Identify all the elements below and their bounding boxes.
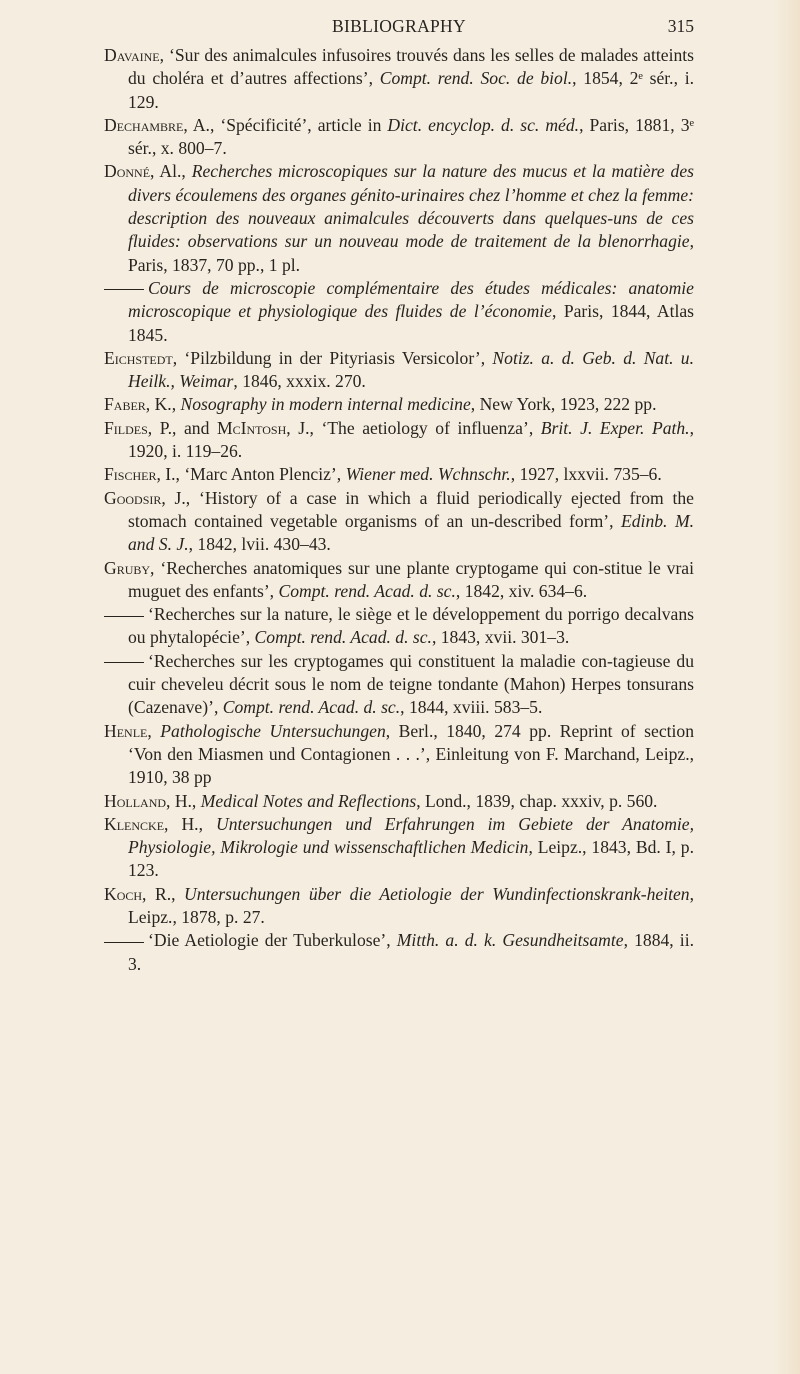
author-name: Goodsir	[104, 487, 162, 508]
work-title: Untersuchungen und Erfahrungen im Gebiete der Anatomie, Physiologie, Mikrologie und wissenschaftlichen Medicin	[128, 813, 694, 858]
citation-text: , H.,	[164, 813, 216, 834]
citation-text: , New York, 1923, 222 pp.	[470, 394, 657, 415]
author-name: Dechambre	[104, 114, 184, 135]
citation-text: , 1844, xviii. 583–5.	[400, 697, 543, 718]
bibliography-entry	[104, 277, 694, 347]
citation-text: , 1842, lvii. 430–43.	[188, 534, 331, 555]
author-name: Davaine	[104, 45, 160, 65]
author-name: Fildes	[104, 417, 148, 438]
author-name: Faber	[104, 394, 146, 415]
bibliography-entry	[104, 813, 694, 883]
citation-text: ,	[147, 720, 161, 741]
citation-text: , J., ‘History of a case in which a fluid periodically ejected from the stomach contained vegetable organisms of an un-described form’,	[128, 487, 694, 531]
citation-text: , Al.,	[150, 161, 192, 182]
citation-text: , Leipz., 1878, p. 27.	[128, 883, 694, 927]
citation-text: , ‘Pilzbildung in der Pityriasis Versicolor’,	[172, 347, 493, 368]
citation-text: , 1846, xxxix. 270.	[233, 371, 366, 392]
work-title: Cours de microscopie complémentaire des études médicales: anatomie microscopique et physiologique des fluides de l’économie	[128, 277, 694, 322]
citation-text: , ‘Sur des animalcules infusoires trouvés dans les selles de malades atteints du choléra et d’autres affections’,	[128, 45, 694, 89]
work-title: Dict. encyclop. d. sc. méd.	[387, 114, 580, 135]
work-title: Edinb. M. and S. J.	[128, 510, 694, 555]
work-title: Nosography in modern internal medicine	[180, 394, 471, 415]
citation-text: , K.,	[145, 394, 181, 415]
author-name: Holland	[104, 790, 167, 811]
citation-text: , J., ‘The aetiology of influenza’,	[286, 417, 541, 438]
citation-text: , 1854, 2ᵉ sér., i. 129.	[128, 68, 694, 112]
author-name: Klencke	[104, 813, 165, 834]
ditto-dash	[104, 662, 144, 663]
author-name: Fischer	[104, 464, 157, 485]
citation-text: , 1884, ii. 3.	[128, 930, 694, 974]
bibliography-entry	[104, 557, 694, 604]
bibliography-entry	[104, 160, 694, 276]
bibliography-entry	[104, 393, 694, 416]
work-title: Notiz. a. d. Geb. d. Nat. u. Heilk., Weimar	[128, 347, 694, 392]
bibliography-entry	[104, 417, 694, 464]
author-name: Henle	[104, 720, 148, 741]
bibliography-entry	[104, 883, 694, 930]
citation-text: ‘Recherches sur les cryptogames qui constituent la maladie con-tagieuse du cuir cheveleu décrit sous le nom de teigne tondante (Mahon) Herpes tonsurans (Cazenave)’,	[128, 650, 694, 718]
ditto-dash	[104, 942, 144, 943]
running-header	[104, 16, 694, 40]
page-edge-shadow	[772, 0, 800, 1374]
citation-text: , Paris, 1837, 70 pp., 1 pl.	[128, 231, 694, 275]
work-title: Compt. rend. Soc. de biol.	[379, 68, 573, 89]
bibliography-entry	[104, 487, 694, 557]
bibliography-entry	[104, 929, 694, 976]
citation-text: , 1843, xvii. 301–3.	[431, 627, 570, 648]
bibliography-entry	[104, 347, 694, 394]
work-title: Pathologische Untersuchungen	[160, 720, 386, 741]
bibliography-entry	[104, 790, 694, 813]
work-title: Untersuchungen über die Aetiologie der Wundinfectionskrank-heiten	[184, 883, 690, 904]
author-name: Gruby	[104, 557, 151, 578]
author-name: Koch	[104, 883, 143, 904]
ditto-dash	[104, 616, 144, 617]
work-title: Recherches microscopiques sur la nature des mucus et la matière des divers écoulemens des organes génito-urinaires chez l’homme et chez la femme: description des nouveaux animalcules découverts dans quelques-uns de ces fluides: observations sur un nouveau mode de traitement de la blenorrhagie	[128, 161, 695, 252]
bibliography-entry	[104, 603, 694, 650]
author-name: Donné	[104, 161, 151, 182]
work-title: Medical Notes and Reflections	[200, 790, 417, 811]
bibliography-list	[104, 44, 694, 976]
citation-text: ‘Recherches sur la nature, le siège et le développement du porrigo decalvans ou phytalopécie’,	[128, 604, 694, 648]
citation-text: , P., and	[147, 417, 217, 438]
work-title: Compt. rend. Acad. d. sc.	[254, 627, 432, 648]
page-number: 315	[667, 16, 694, 36]
bibliography-entry	[104, 720, 694, 790]
citation-text: ‘Die Aetiologie der Tuberkulose’,	[148, 930, 397, 951]
citation-text: , Paris, 1844, Atlas 1845.	[128, 301, 694, 345]
citation-text: , 1927, lxxvii. 735–6.	[510, 464, 662, 485]
work-title: Compt. rend. Acad. d. sc.	[222, 697, 401, 718]
citation-text: , I., ‘Marc Anton Plenciz’,	[156, 464, 346, 485]
citation-text: , ‘Recherches anatomiques sur une plante cryptogame qui con-stitue le vrai muguet des enfants’,	[128, 557, 694, 601]
author-name: McIntosh	[216, 417, 287, 438]
citation-text: , 1842, xiv. 634–6.	[455, 580, 588, 601]
citation-text: , Berl., 1840, 274 pp. Reprint of section ‘Von den Miasmen und Contagionen . . .’, Einleitung von F. Marchand, Leipz., 1910, 38 pp	[128, 720, 694, 788]
work-title: Compt. rend. Acad. d. sc.	[278, 580, 456, 601]
citation-text: , Lond., 1839, chap. xxxiv, p. 560.	[416, 790, 658, 811]
citation-text: , Paris, 1881, 3ᵉ sér., x. 800–7.	[128, 114, 695, 159]
bibliography-entry	[104, 650, 694, 720]
bibliography-entry	[104, 463, 694, 486]
bibliography-entry	[104, 44, 694, 114]
ditto-dash	[104, 289, 144, 290]
author-name: Eichstedt	[104, 347, 173, 368]
citation-text: , R.,	[142, 883, 185, 904]
citation-text: , 1920, i. 119–26.	[128, 417, 694, 462]
citation-text: , A., ‘Spécificité’, article in	[183, 114, 388, 135]
work-title: Brit. J. Exper. Path.	[540, 417, 690, 438]
bibliography-entry	[104, 114, 694, 161]
citation-text: , Leipz., 1843, Bd. I, p. 123.	[128, 837, 694, 881]
work-title: Mitth. a. d. k. Gesundheitsamte	[396, 930, 624, 951]
work-title: Wiener med. Wchnschr.	[345, 464, 511, 485]
citation-text: , H.,	[166, 790, 201, 811]
running-title: BIBLIOGRAPHY	[332, 16, 466, 36]
